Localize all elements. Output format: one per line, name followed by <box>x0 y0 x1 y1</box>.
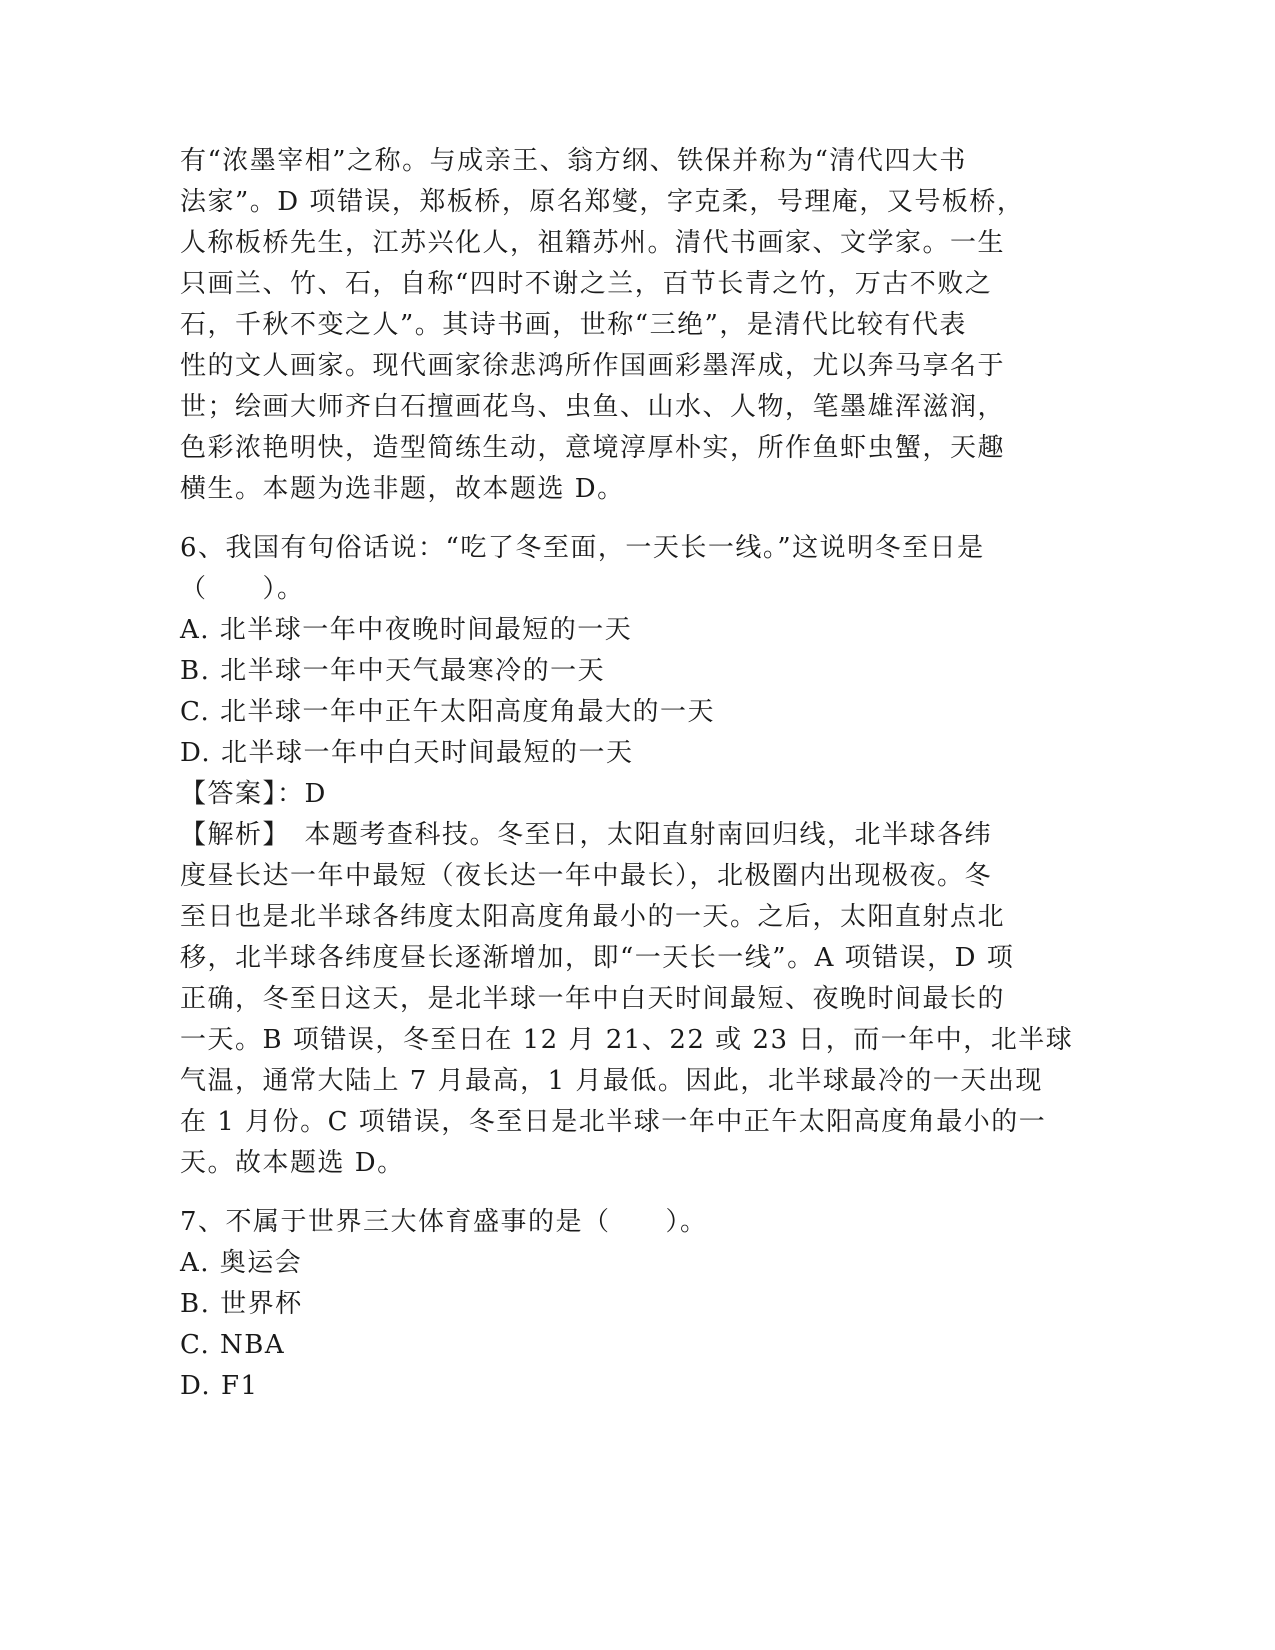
document-page <box>180 141 1074 1407</box>
analysis-line: 度昼长达一年中最短（夜长达一年中最长），北极圈内出现极夜。冬 <box>180 861 993 891</box>
analysis-line: 气温，通常大陆上 7 月最高，1 月最低。因此，北半球最冷的一天出现 <box>180 1066 1043 1096</box>
option-d: D. 北半球一年中白天时间最短的一天 <box>180 738 634 768</box>
answer-line: 【答案】：D <box>180 779 327 809</box>
paragraph-line: 色彩浓艳明快，造型简练生动，意境淳厚朴实，所作鱼虾虫蟹，天趣 <box>180 433 1006 463</box>
analysis-line: 在 1 月份。C 项错误，冬至日是北半球一年中正午太阳高度角最小的一 <box>180 1107 1047 1137</box>
paragraph-line: 性的文人画家。现代画家徐悲鸿所作国画彩墨浑成，尤以奔马享名于 <box>180 351 1006 381</box>
paragraph-line: 法家”。D 项错误，郑板桥，原名郑燮，字克柔，号理庵，又号板桥， <box>180 187 1025 217</box>
analysis-line: 一天。B 项错误，冬至日在 12 月 21、22 或 23 日，而一年中，北半球 <box>180 1025 1074 1055</box>
analysis-line: 移，北半球各纬度昼长逐渐增加，即“一天长一线”。A 项错误，D 项 <box>180 943 1015 973</box>
paragraph-line: 有“浓墨宰相”之称。与成亲王、翁方纲、铁保并称为“清代四大书 <box>180 146 967 176</box>
option-c: C. NBA <box>180 1330 286 1360</box>
analysis-paragraph <box>180 815 1074 1184</box>
question-stem-line: （ ）。 <box>180 574 305 604</box>
analysis-line: 天。故本题选 D。 <box>180 1148 405 1178</box>
analysis-line: 正确，冬至日这天，是北半球一年中白天时间最短、夜晚时间最长的 <box>180 984 1006 1014</box>
option-a: A. 北半球一年中夜晚时间最短的一天 <box>180 615 633 645</box>
question-7 <box>180 1202 1040 1407</box>
option-d: D. F1 <box>180 1371 259 1401</box>
analysis-line: 至日也是北半球各纬度太阳高度角最小的一天。之后，太阳直射点北 <box>180 902 1006 932</box>
option-a: A. 奥运会 <box>180 1248 303 1278</box>
option-b: B. 世界杯 <box>180 1289 303 1319</box>
question-stem-line: 6、我国有句俗话说：“吃了冬至面，一天长一线。”这说明冬至日是 <box>180 533 985 563</box>
option-c: C. 北半球一年中正午太阳高度角最大的一天 <box>180 697 715 727</box>
paragraph-line: 世；绘画大师齐白石擅画花鸟、虫鱼、山水、人物，笔墨雄浑滋润， <box>180 392 1006 422</box>
analysis-line: 【解析】 本题考查科技。冬至日，太阳直射南回归线，北半球各纬 <box>180 820 993 850</box>
question-stem-line: 7、不属于世界三大体育盛事的是（ ）。 <box>180 1207 708 1237</box>
option-b: B. 北半球一年中天气最寒冷的一天 <box>180 656 606 686</box>
spacer <box>180 1184 1040 1202</box>
paragraph-line: 石，千秋不变之人”。其诗书画，世称“三绝”，是清代比较有代表 <box>180 310 967 340</box>
paragraph-line: 横生。本题为选非题，故本题选 D。 <box>180 474 625 504</box>
continuation-paragraph <box>180 141 1040 510</box>
paragraph-line: 只画兰、竹、石，自称“四时不谢之兰，百节长青之竹，万古不败之 <box>180 269 993 299</box>
spacer <box>180 510 1040 528</box>
paragraph-line: 人称板桥先生，江苏兴化人，祖籍苏州。清代书画家、文学家。一生 <box>180 228 1006 258</box>
question-6 <box>180 528 1074 1184</box>
